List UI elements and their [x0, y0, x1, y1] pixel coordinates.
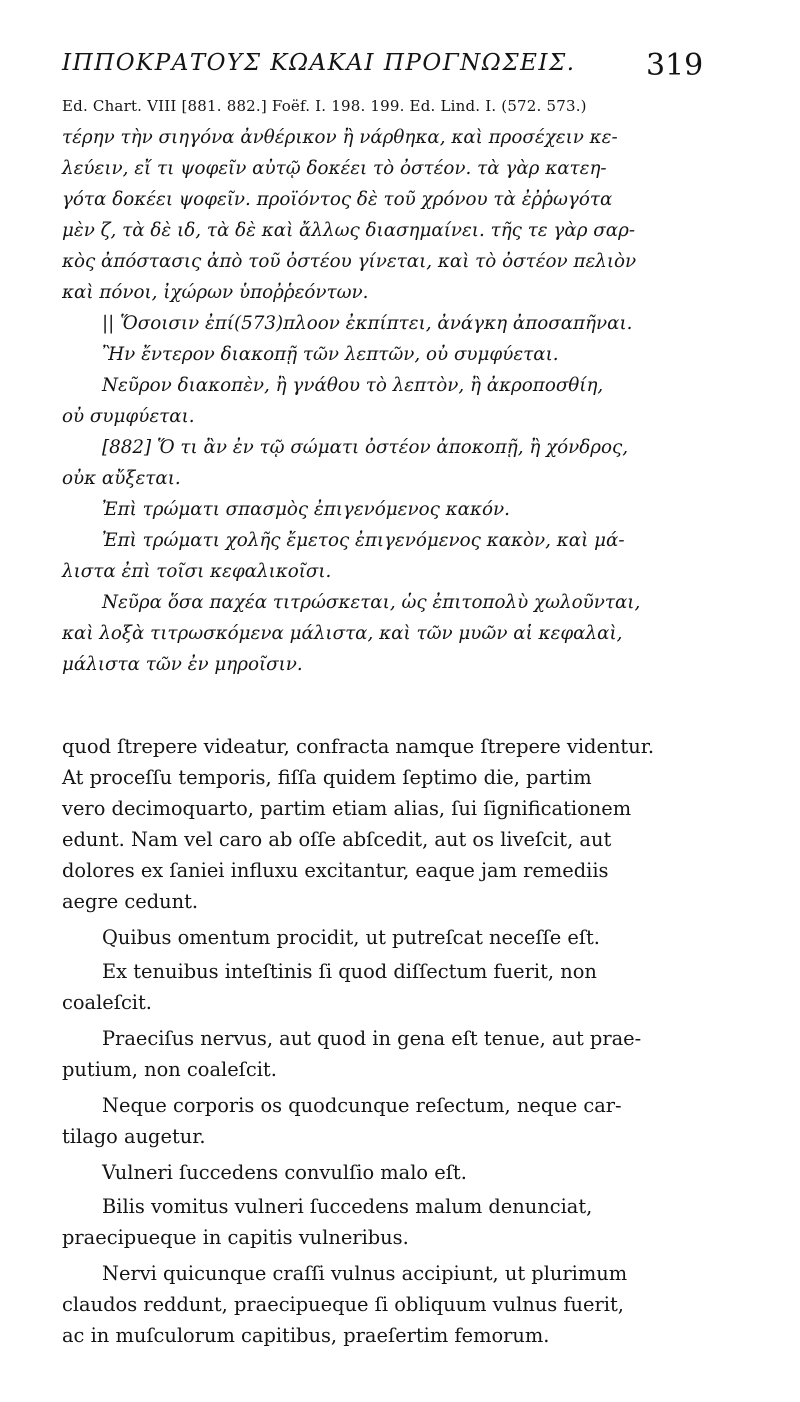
greek-line: τέρην τὴν σιηγόνα ἀνθέρικον ἢ νάρθηκα, καὶ προσέχειν κε- — [62, 127, 618, 148]
latin-line: quod ſtrepere videatur, confracta namque ſtrepere videntur. — [62, 735, 655, 758]
greek-text-block — [62, 122, 722, 680]
latin-line: edunt. Nam vel caro ab oſſe abſcedit, aut os liveſcit, aut — [62, 828, 612, 851]
greek-line: οὐ συμφύεται. — [62, 406, 195, 427]
latin-line: vero decimoquarto, partim etiam alias, ſui ſignificationem — [62, 797, 632, 820]
greek-line: κὸς ἀπόστασις ἀπὸ τοῦ ὀστέου γίνεται, καὶ τὸ ὀστέον πελιὸν — [62, 251, 637, 272]
latin-paragraph-start: Vulneri ſuccedens convulſio malo eſt. — [102, 1161, 467, 1184]
running-head: ΙΠΠΟΚΡΑΤΟΥΣ ΚΩΑΚΑΙ ΠΡΟΓΝΩΣΕΙΣ. — [62, 50, 576, 76]
latin-line: ac in muſculorum capitibus, praeſertim femorum. — [62, 1324, 550, 1347]
greek-line: μάλιστα τῶν ἐν μηροῖσιν. — [62, 654, 303, 675]
greek-paragraph-start: Ἐπὶ τρώματι σπασμὸς ἐπιγενόμενος κακόν. — [102, 499, 510, 520]
greek-line: μὲν ζ, τὰ δὲ ιδ, τὰ δὲ καὶ ἄλλως διασημαίνει. τῆς τε γὰρ σαρ- — [62, 220, 636, 241]
greek-paragraph-start: Ἐπὶ τρώματι χολῆς ἔμετος ἐπιγενόμενος κακὸν, καὶ μά- — [102, 530, 625, 551]
greek-paragraph-start: Ἢν ἔντερον διακοπῇ τῶν λεπτῶν, οὐ συμφύεται. — [102, 344, 559, 365]
latin-text-block — [62, 731, 722, 1351]
greek-line: καὶ λοξὰ τιτρωσκόμενα μάλιστα, καὶ τῶν μυῶν αἱ κεφαλαὶ, — [62, 623, 623, 644]
latin-paragraph-start: Bilis vomitus vulneri ſuccedens malum denunciat, — [102, 1195, 593, 1218]
greek-paragraph-start: || Ὅσοισιν ἐπί(573)πλοον ἐκπίπτει, ἀνάγκη ἀποσαπῆναι. — [102, 313, 633, 334]
greek-line: λεύειν, εἴ τι ψοφεῖν αὐτῷ δοκέει τὸ ὀστέον. τὰ γὰρ κατεη- — [62, 158, 607, 179]
greek-paragraph-start: Νεῦρον διακοπὲν, ἢ γνάθου τὸ λεπτὸν, ἢ ἀκροποσθίη, — [102, 375, 604, 396]
latin-line: dolores ex ſaniei influxu excitantur, eaque jam remediis — [62, 859, 609, 882]
latin-paragraph-start: Quibus omentum procidit, ut putreſcat neceſſe eſt. — [102, 926, 600, 949]
latin-line: praecipueque in capitis vulneribus. — [62, 1226, 409, 1249]
latin-paragraph-start: Neque corporis os quodcunque reſectum, neque car- — [102, 1094, 622, 1117]
latin-line: claudos reddunt, praecipueque ſi obliquum vulnus fuerit, — [62, 1293, 624, 1316]
latin-line: putium, non coaleſcit. — [62, 1058, 277, 1081]
page-number: 319 — [646, 48, 704, 83]
greek-paragraph-start: [882] Ὅ τι ἂν ἐν τῷ σώματι ὀστέον ἀποκοπῇ, ἢ χόνδρος, — [102, 437, 629, 458]
greek-paragraph-start: Νεῦρα ὅσα παχέα τιτρώσκεται, ὡς ἐπιτοπολὺ χωλοῦνται, — [102, 592, 641, 613]
latin-line: coaleſcit. — [62, 991, 152, 1014]
greek-line: λιστα ἐπὶ τοῖσι κεφαλικοῖσι. — [62, 561, 332, 582]
greek-line: γότα δοκέει ψοφεῖν. προϊόντος δὲ τοῦ χρόνου τὰ ἐῤῥωγότα — [62, 189, 613, 210]
latin-line: tilago augetur. — [62, 1125, 206, 1148]
greek-line: καὶ πόνοι, ἰχώρων ὑποῤῥεόντων. — [62, 282, 369, 303]
latin-paragraph-start: Praeciſus nervus, aut quod in gena eſt tenue, aut prae- — [102, 1027, 642, 1050]
latin-paragraph-start: Nervi quicunque craſſi vulnus accipiunt, ut plurimum — [102, 1262, 628, 1285]
latin-line: aegre cedunt. — [62, 890, 199, 913]
edition-references: Ed. Chart. VIII [881. 882.] Foëf. I. 198. 199. Ed. Lind. I. (572. 573.) — [62, 97, 587, 115]
latin-line: At proceſſu temporis, fiſſa quidem ſeptimo die, partim — [62, 766, 592, 789]
latin-paragraph-start: Ex tenuibus inteſtinis ſi quod diſſectum fuerit, non — [102, 960, 597, 983]
greek-line: οὐκ αὔξεται. — [62, 468, 181, 489]
